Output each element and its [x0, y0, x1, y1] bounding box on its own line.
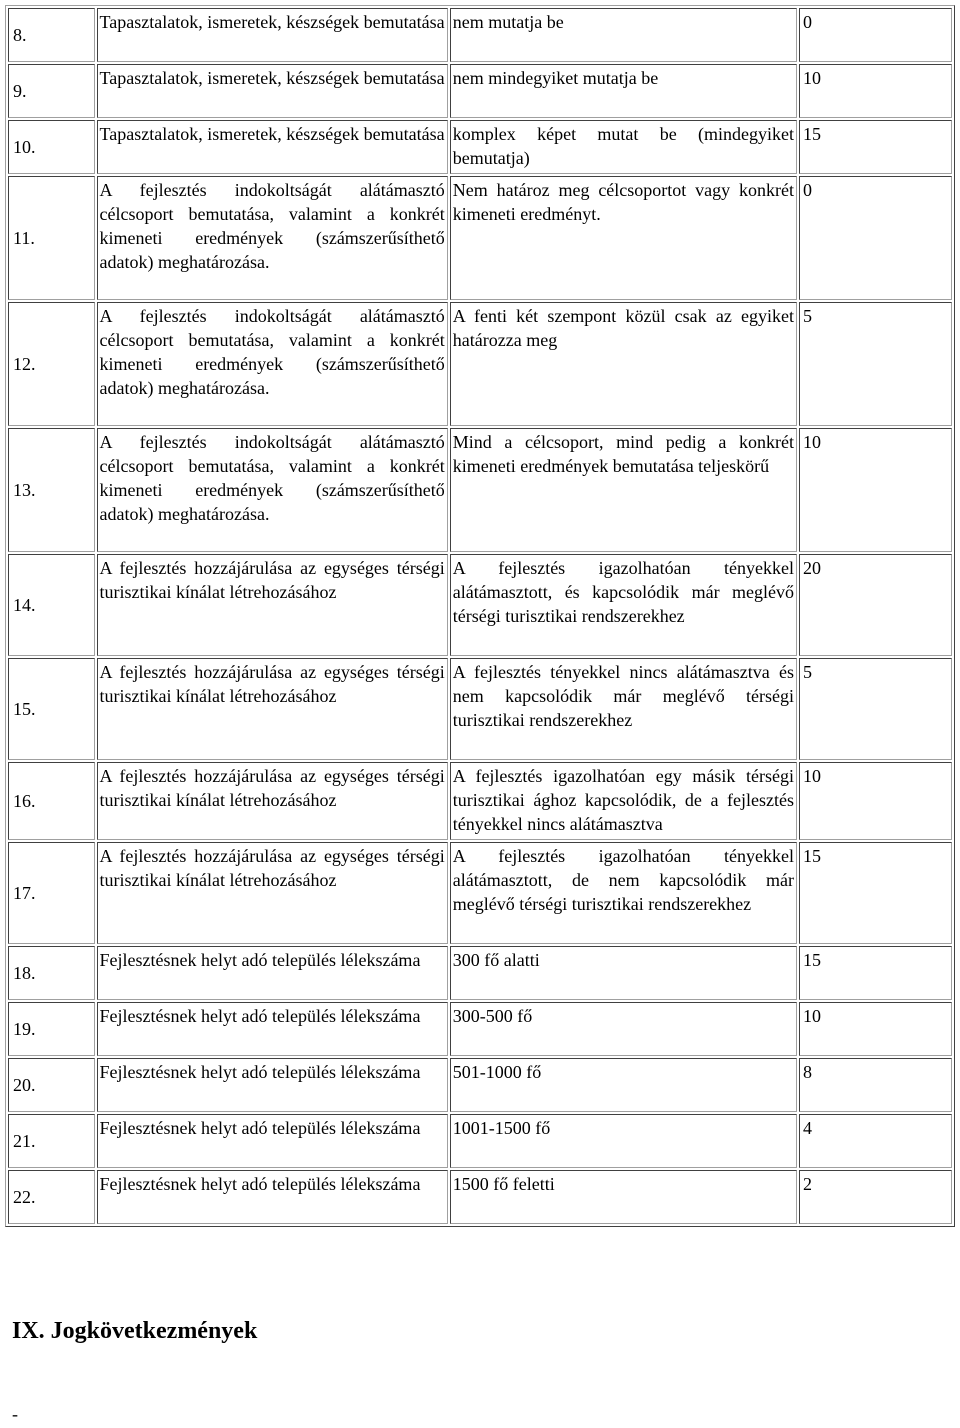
points-cell: 5 [799, 658, 952, 760]
criterion-cell: Fejlesztésnek helyt adó település lélekszáma [97, 1114, 448, 1168]
table-row [8, 946, 952, 1000]
criterion-cell: Tapasztalatok, ismeretek, készségek bemutatása [97, 120, 448, 174]
points-cell: 8 [799, 1058, 952, 1112]
row-number: 8. [8, 8, 95, 62]
row-number: 14. [8, 554, 95, 656]
scoring-table [5, 5, 955, 1227]
table-row [8, 554, 952, 656]
points-cell: 20 [799, 554, 952, 656]
row-number: 13. [8, 428, 95, 552]
table-row [8, 1002, 952, 1056]
row-number: 16. [8, 762, 95, 840]
criterion-cell: Fejlesztésnek helyt adó település lélekszáma [97, 1170, 448, 1224]
points-cell: 10 [799, 1002, 952, 1056]
table-row [8, 1058, 952, 1112]
points-cell: 2 [799, 1170, 952, 1224]
row-number: 18. [8, 946, 95, 1000]
criterion-cell: Fejlesztésnek helyt adó település lélekszáma [97, 1002, 448, 1056]
row-number: 9. [8, 64, 95, 118]
description-cell: 1500 fő feletti [450, 1170, 797, 1224]
section-heading: IX. Jogkövetkezmények [12, 1318, 258, 1344]
scoring-table-body [8, 8, 952, 1224]
row-number: 11. [8, 176, 95, 300]
points-cell: 10 [799, 762, 952, 840]
description-cell: Nem határoz meg célcsoportot vagy konkrét kimeneti eredményt. [450, 176, 797, 300]
description-cell: 1001-1500 fő [450, 1114, 797, 1168]
description-cell: A fejlesztés igazolhatóan tényekkel alátámasztott, és kapcsolódik már meglévő térségi turisztikai rendszerekhez [450, 554, 797, 656]
description-cell: A fenti két szempont közül csak az egyiket határozza meg [450, 302, 797, 426]
table-row [8, 176, 952, 300]
table-row [8, 302, 952, 426]
description-cell: A fejlesztés tényekkel nincs alátámasztva és nem kapcsolódik már meglévő térségi turisztikai rendszerekhez [450, 658, 797, 760]
table-row [8, 842, 952, 944]
points-cell: 10 [799, 64, 952, 118]
criterion-cell: A fejlesztés hozzájárulása az egységes térségi turisztikai kínálat létrehozásához [97, 842, 448, 944]
criterion-cell: A fejlesztés hozzájárulása az egységes térségi turisztikai kínálat létrehozásához [97, 554, 448, 656]
points-cell: 0 [799, 8, 952, 62]
description-cell: A fejlesztés igazolhatóan tényekkel alátámasztott, de nem kapcsolódik már meglévő térségi turisztikai rendszerekhez [450, 842, 797, 944]
table-row [8, 658, 952, 760]
points-cell: 5 [799, 302, 952, 426]
table-row [8, 428, 952, 552]
criterion-cell: Tapasztalatok, ismeretek, készségek bemutatása [97, 8, 448, 62]
description-cell: 300-500 fő [450, 1002, 797, 1056]
row-number: 15. [8, 658, 95, 760]
criterion-cell: Tapasztalatok, ismeretek, készségek bemutatása [97, 64, 448, 118]
criterion-cell: A fejlesztés hozzájárulása az egységes térségi turisztikai kínálat létrehozásához [97, 658, 448, 760]
criterion-cell: A fejlesztés indokoltságát alátámasztó célcsoport bemutatása, valamint a konkrét kimeneti eredmények (számszerűsíthető adatok) meghatározása. [97, 428, 448, 552]
trailing-mark: - [12, 1404, 18, 1424]
table-row [8, 1170, 952, 1224]
description-cell: 300 fő alatti [450, 946, 797, 1000]
points-cell: 4 [799, 1114, 952, 1168]
points-cell: 15 [799, 842, 952, 944]
row-number: 12. [8, 302, 95, 426]
description-cell: Mind a célcsoport, mind pedig a konkrét kimeneti eredmények bemutatása teljeskörű [450, 428, 797, 552]
criterion-cell: A fejlesztés indokoltságát alátámasztó célcsoport bemutatása, valamint a konkrét kimeneti eredmények (számszerűsíthető adatok) meghatározása. [97, 302, 448, 426]
row-number: 10. [8, 120, 95, 174]
criterion-cell: A fejlesztés hozzájárulása az egységes térségi turisztikai kínálat létrehozásához [97, 762, 448, 840]
table-row [8, 64, 952, 118]
description-cell: 501-1000 fő [450, 1058, 797, 1112]
table-row [8, 762, 952, 840]
criterion-cell: Fejlesztésnek helyt adó település lélekszáma [97, 1058, 448, 1112]
row-number: 19. [8, 1002, 95, 1056]
description-cell: nem mutatja be [450, 8, 797, 62]
criterion-cell: A fejlesztés indokoltságát alátámasztó célcsoport bemutatása, valamint a konkrét kimeneti eredmények (számszerűsíthető adatok) meghatározása. [97, 176, 448, 300]
row-number: 20. [8, 1058, 95, 1112]
table-row [8, 1114, 952, 1168]
description-cell: komplex képet mutat be (mindegyiket bemutatja) [450, 120, 797, 174]
description-cell: nem mindegyiket mutatja be [450, 64, 797, 118]
criterion-cell: Fejlesztésnek helyt adó település lélekszáma [97, 946, 448, 1000]
row-number: 21. [8, 1114, 95, 1168]
row-number: 22. [8, 1170, 95, 1224]
points-cell: 15 [799, 120, 952, 174]
points-cell: 15 [799, 946, 952, 1000]
table-row [8, 120, 952, 174]
row-number: 17. [8, 842, 95, 944]
table-row [8, 8, 952, 62]
points-cell: 0 [799, 176, 952, 300]
points-cell: 10 [799, 428, 952, 552]
description-cell: A fejlesztés igazolhatóan egy másik térségi turisztikai ághoz kapcsolódik, de a fejlesztés tényekkel nincs alátámasztva [450, 762, 797, 840]
